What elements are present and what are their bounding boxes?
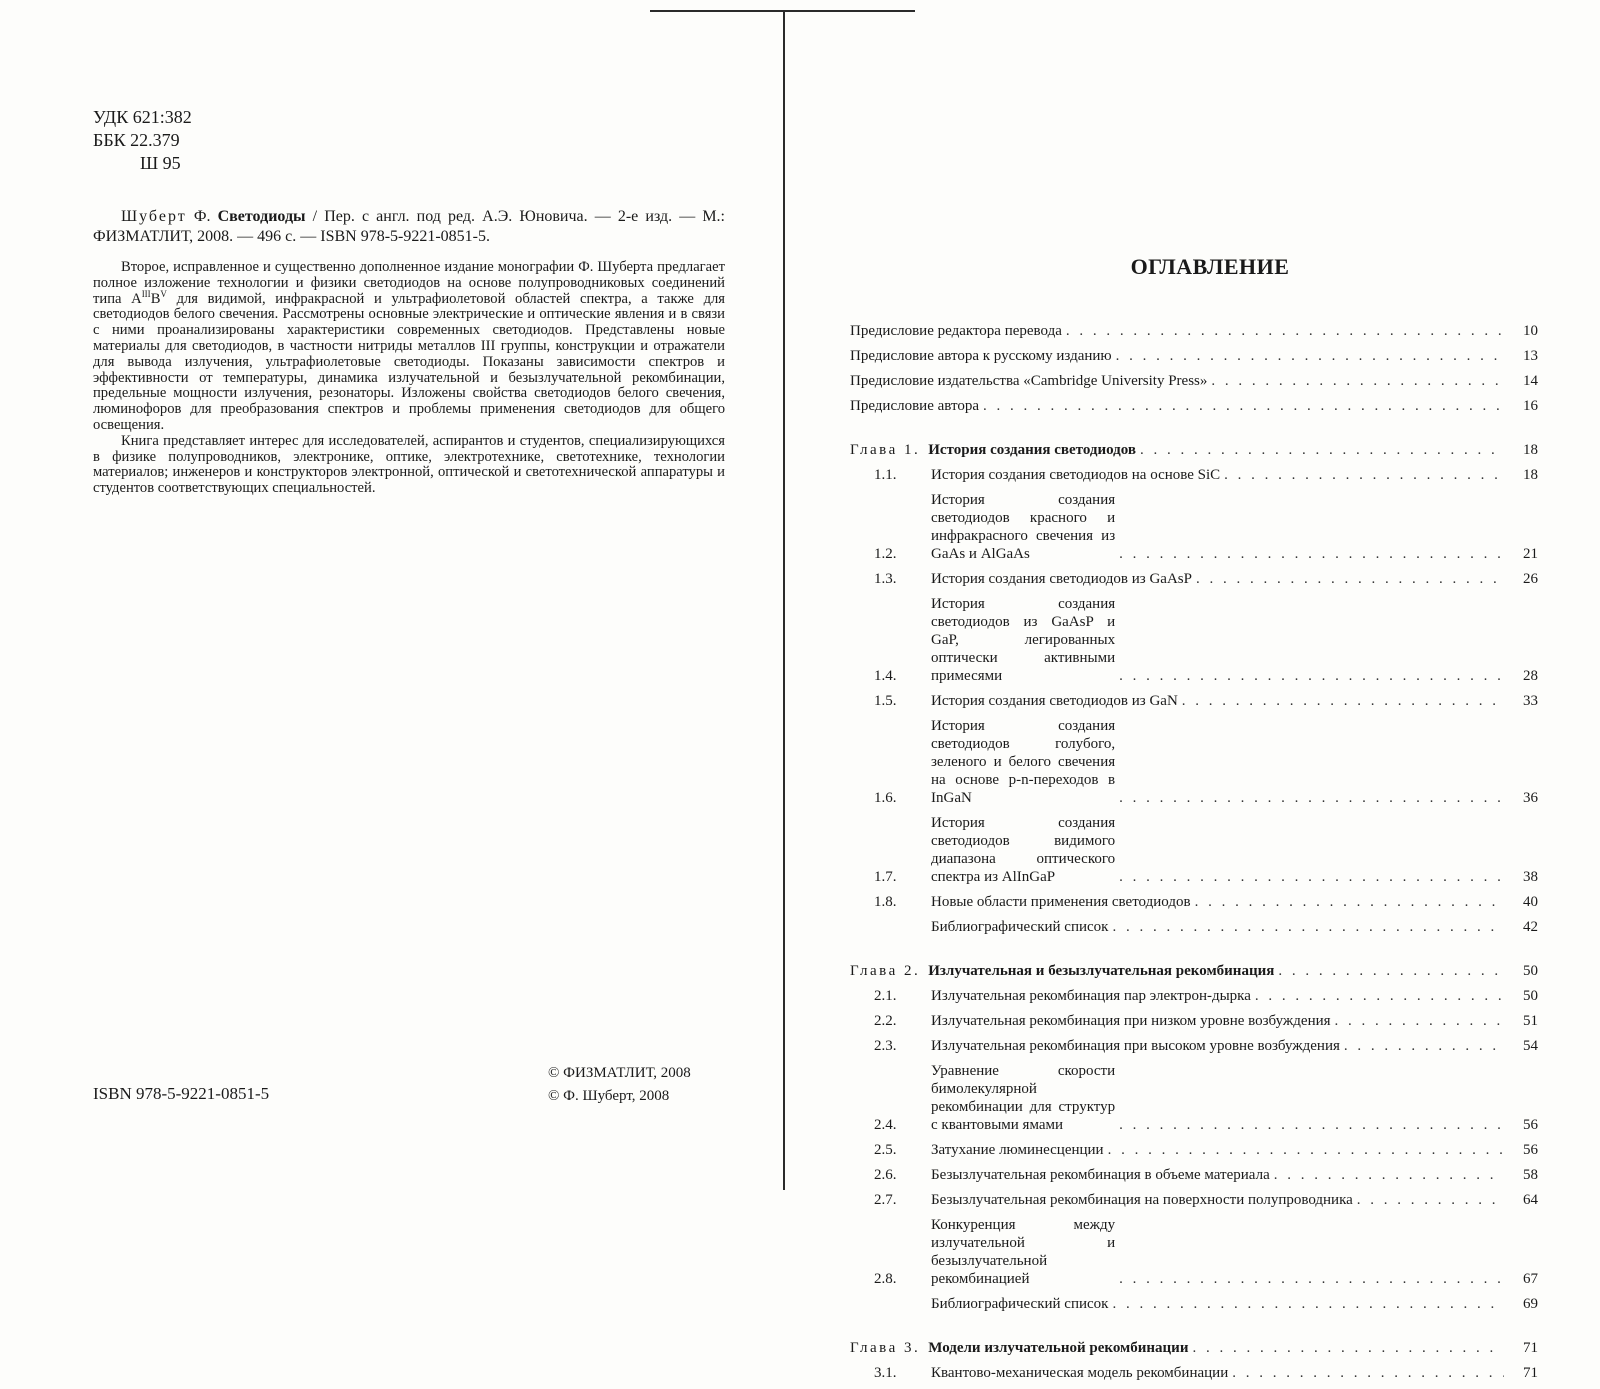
dot-leader (1224, 466, 1504, 484)
dot-leader (1196, 570, 1504, 588)
classification-codes (93, 106, 192, 175)
annotation-text-b: B (150, 290, 161, 307)
toc-entry-body (928, 962, 1508, 980)
toc-entry-title: История создания светодиодов из GaAsP (931, 571, 1192, 587)
toc-page-number: 13 (1523, 348, 1538, 364)
toc-entry-title: Затухание люминесценции (931, 1142, 1104, 1158)
dot-leader (1274, 1166, 1504, 1184)
toc-page-number: 64 (1523, 1192, 1538, 1208)
toc-entry-row[interactable] (850, 893, 1538, 911)
toc-entry-row[interactable] (850, 570, 1538, 588)
toc-entry-number: 2.4. (874, 1117, 897, 1133)
toc-entry-body (928, 441, 1508, 459)
toc-entry-body (931, 491, 1508, 563)
toc-entry-body (931, 692, 1508, 710)
toc-entry-title: История создания светодиодов из GaN (931, 693, 1178, 709)
toc-entry-number: 2.8. (874, 1271, 897, 1287)
toc-chapter-row[interactable] (850, 1339, 1538, 1357)
toc-entry-title: Библиографический список (931, 919, 1109, 935)
dot-leader (1195, 893, 1504, 911)
toc-entry-number: 3.1. (874, 1365, 897, 1381)
biblio-details: / Пер. с англ. под ред. А.Э. Юновича. — 2-е изд. — М.: ФИЗМАТЛИТ, 2008. — 496 с. — ISBN 978-5-9221-0851-5. (93, 208, 726, 245)
toc-entry-number: 1.6. (874, 790, 897, 806)
toc-entry-title: Излучательная рекомбинация пар электрон-дырка (931, 988, 1251, 1004)
toc-entry-body (931, 1166, 1508, 1184)
toc-page-number: 40 (1523, 894, 1538, 910)
toc-entry-number: Глава 1. (850, 442, 921, 458)
toc-entry-row[interactable] (850, 717, 1538, 807)
toc-entry-body (931, 814, 1508, 886)
toc-entry-title: Предисловие издательства «Cambridge University Press» (850, 373, 1208, 389)
toc-entry-row[interactable] (850, 814, 1538, 886)
dot-leader (1108, 1141, 1504, 1159)
toc-entry-title: Конкуренция между излучательной и безызлучательной рекомбинацией (931, 1217, 1116, 1287)
toc-entry-number: 1.4. (874, 668, 897, 684)
toc-entry-body (931, 1012, 1508, 1030)
toc-chapter-row[interactable] (850, 962, 1538, 980)
toc-entry-number: 2.6. (874, 1167, 897, 1183)
toc-entry-number: 2.7. (874, 1192, 897, 1208)
toc-entry-title: История создания светодиодов голубого, зеленого и белого свечения на основе p-n-переходов в InGaN (931, 718, 1116, 806)
toc-entry-number: 1.7. (874, 869, 897, 885)
superscript-iii: III (141, 288, 151, 299)
dot-leader (1066, 322, 1504, 340)
toc-entry-body (931, 918, 1508, 936)
toc-entry-number: 2.3. (874, 1038, 897, 1054)
copyright-author: © Ф. Шуберт, 2008 (548, 1088, 670, 1104)
toc-entry-body (850, 322, 1508, 340)
toc-entry-body (850, 372, 1508, 390)
toc-entry-title: История создания светодиодов из GaAsP и GaP, легированных оптически активными примесями (931, 596, 1116, 684)
isbn: ISBN 978-5-9221-0851-5 (93, 1084, 270, 1103)
toc-entry-body (931, 1364, 1508, 1382)
dot-leader (1278, 962, 1504, 980)
toc-entry-body (931, 595, 1508, 685)
toc-page-number: 16 (1523, 398, 1538, 414)
toc-entry-title: Безызлучательная рекомбинация на поверхности полупроводника (931, 1192, 1353, 1208)
toc-entry-body (931, 1191, 1508, 1209)
toc-entry-title: Излучательная и безызлучательная рекомбинация (928, 963, 1275, 979)
toc-entry-row[interactable] (850, 1062, 1538, 1134)
toc-entry-number: 2.2. (874, 1013, 897, 1029)
dot-leader (1119, 868, 1504, 886)
toc-page-number: 33 (1523, 693, 1538, 709)
toc-entry-body (931, 466, 1508, 484)
toc-page-number: 26 (1523, 571, 1538, 587)
chapter-gap (850, 422, 1538, 429)
toc-page-number: 67 (1523, 1271, 1538, 1287)
toc-page-number: 38 (1523, 869, 1538, 885)
toc-entry-row[interactable] (850, 1166, 1538, 1184)
toc-entry-title: Библиографический список (931, 1296, 1109, 1312)
toc-entry-row[interactable] (850, 692, 1538, 710)
toc-entry-row[interactable] (850, 372, 1538, 390)
author-mark: Ш 95 (140, 153, 181, 173)
toc-entry-title: Предисловие автора (850, 398, 979, 414)
toc-entry-number: Глава 3. (850, 1340, 921, 1356)
toc-entry-body (850, 347, 1508, 365)
toc-page-number: 56 (1523, 1142, 1538, 1158)
toc-entry-title: Новые области применения светодиодов (931, 894, 1191, 910)
toc-heading (790, 254, 1600, 280)
toc-entry-body (850, 397, 1508, 415)
dot-leader (1112, 1295, 1504, 1313)
annotation-text-a: Второе, исправленное и существенно дополненное издание монографии Ф. Шуберта предлагает полное изложение технологии и физики светодиодов на основе полупроводниковых соединений типа A (93, 259, 725, 307)
toc-page-number: 42 (1523, 919, 1538, 935)
dot-leader (1119, 1116, 1504, 1134)
toc-entry-body (931, 987, 1508, 1005)
chapter-gap (850, 943, 1538, 950)
toc-page-number: 51 (1523, 1013, 1538, 1029)
toc-entry-row[interactable] (850, 918, 1538, 936)
toc-entry-row[interactable] (850, 1141, 1538, 1159)
toc-page-number: 14 (1523, 373, 1538, 389)
toc-entry-row[interactable] (850, 1364, 1538, 1382)
toc-page-number: 18 (1523, 467, 1538, 483)
toc-page-number: 71 (1523, 1365, 1538, 1381)
toc-entry-body (931, 1216, 1508, 1288)
dot-leader (1119, 667, 1504, 685)
dot-leader (1119, 789, 1504, 807)
toc-entry-row[interactable] (850, 987, 1538, 1005)
copyright-publisher: © ФИЗМАТЛИТ, 2008 (548, 1065, 691, 1081)
dot-leader (1357, 1191, 1504, 1209)
toc-entry-body (931, 717, 1508, 807)
toc-entry-row[interactable] (850, 1216, 1538, 1288)
toc-entry-number: 1.8. (874, 894, 897, 910)
toc-entry-title: Излучательная рекомбинация при высоком уровне возбуждения (931, 1038, 1340, 1054)
toc-page-number: 58 (1523, 1167, 1538, 1183)
toc-entry-number: Глава 2. (850, 963, 921, 979)
toc-heading-text: ОГЛАВЛЕНИЕ (1130, 254, 1290, 279)
udk-code: УДК 621:382 (93, 107, 192, 127)
toc-entry-row[interactable] (850, 1012, 1538, 1030)
toc-page-number: 69 (1523, 1296, 1538, 1312)
toc-entry-body (928, 1339, 1508, 1357)
toc-entry-title: Предисловие редактора перевода (850, 323, 1062, 339)
toc-page-number: 54 (1523, 1038, 1538, 1054)
toc-entry-title: Квантово-механическая модель рекомбинации (931, 1365, 1229, 1381)
toc-page-number: 56 (1523, 1117, 1538, 1133)
toc-entry-title: История создания светодиодов (928, 442, 1137, 458)
toc-entry-row[interactable] (850, 466, 1538, 484)
bbk-code: ББК 22.379 (93, 130, 180, 150)
dot-leader (1182, 692, 1504, 710)
toc-entry-number: 1.3. (874, 571, 897, 587)
toc-entry-row[interactable] (850, 1191, 1538, 1209)
dot-leader (1344, 1037, 1504, 1055)
toc-entry-number: 2.1. (874, 988, 897, 1004)
toc-entry-title: Уравнение скорости бимолекулярной рекомбинации для структур с квантовыми ямами (931, 1063, 1116, 1133)
toc-entry-title: История создания светодиодов красного и инфракрасного свечения из GaAs и AlGaAs (931, 492, 1116, 562)
dot-leader (1112, 918, 1504, 936)
toc-entry-title: История создания светодиодов видимого диапазона оптического спектра из AlInGaP (931, 815, 1116, 885)
toc-page-number: 71 (1523, 1340, 1538, 1356)
toc-page-number: 21 (1523, 546, 1538, 562)
dot-leader (1119, 1270, 1504, 1288)
toc-entry-body (931, 1062, 1508, 1134)
toc-entry-number: 1.2. (874, 546, 897, 562)
biblio-initial: Ф. (193, 208, 211, 225)
toc-entry-title: Излучательная рекомбинация при низком уровне возбуждения (931, 1013, 1331, 1029)
left-page (0, 0, 790, 1201)
dot-leader (1211, 372, 1504, 390)
toc-page-number: 50 (1523, 988, 1538, 1004)
toc-entry-title: История создания светодиодов на основе SiC (931, 467, 1221, 483)
toc-entry-number: 1.5. (874, 693, 897, 709)
dot-leader (1255, 987, 1504, 1005)
right-page (790, 0, 1600, 1381)
biblio-author: Шуберт (121, 208, 187, 225)
toc-page-number: 10 (1523, 323, 1538, 339)
annotation (93, 260, 725, 497)
toc-page-number: 50 (1523, 963, 1538, 979)
dot-leader (1335, 1012, 1504, 1030)
superscript-v: V (160, 288, 167, 299)
toc-entry-row[interactable] (850, 595, 1538, 685)
toc-entry-number: 2.5. (874, 1142, 897, 1158)
dot-leader (1232, 1364, 1504, 1382)
toc-entry-title: Предисловие автора к русскому изданию (850, 348, 1112, 364)
toc-page-number: 28 (1523, 668, 1538, 684)
toc-entry-body (931, 1295, 1508, 1313)
toc-entry-title: Безызлучательная рекомбинация в объеме материала (931, 1167, 1270, 1183)
toc-entry-row[interactable] (850, 322, 1538, 340)
dot-leader (1140, 441, 1504, 459)
toc-entry-body (931, 1141, 1508, 1159)
dot-leader (983, 397, 1504, 415)
table-of-contents (850, 322, 1538, 1389)
biblio-title: Светодиоды (217, 208, 306, 225)
dot-leader (1192, 1339, 1504, 1357)
toc-page-number: 36 (1523, 790, 1538, 806)
dot-leader (1119, 545, 1504, 563)
toc-entry-row[interactable] (850, 347, 1538, 365)
toc-entry-body (931, 1037, 1508, 1055)
copyright-block (548, 1062, 691, 1108)
toc-page-number: 18 (1523, 442, 1538, 458)
dot-leader (1116, 347, 1504, 365)
toc-entry-body (931, 570, 1508, 588)
toc-entry-row[interactable] (850, 1037, 1538, 1055)
toc-entry-title: Модели излучательной рекомбинации (928, 1340, 1189, 1356)
toc-entry-row[interactable] (850, 1295, 1538, 1313)
annotation-paragraph-2: Книга представляет интерес для исследователей, аспирантов и студентов, специализирующихся в физике полупроводников, электронике, оптике, электротехнике, светотехнике, технологии материалов; инженеров и конструкторов электронной, оптической и светотехнической аппаратуры и студентов соответствующих специальностей. (93, 432, 725, 497)
toc-entry-number: 1.1. (874, 467, 897, 483)
annotation-paragraph-1 (93, 260, 725, 434)
toc-entry-row[interactable] (850, 491, 1538, 563)
annotation-text-c: для видимой, инфракрасной и ультрафиолетовой областей спектра, а также для светодиодов белого свечения. Рассмотрены основные электрические и оптические явления и в связи с ними проанализированы характеристики современных светодиодов. Представлены новые материалы для светодиодов, в частности нитриды металлов III группы, конструкции и отражатели для вывода излучения, ультрафиолетовые светодиоды. Показаны зависимости спектров и эффективности от температуры, динамика излучательной и безызлучательной рекомбинации, предельные мощности излучения, резонаторы. Изложены свойства светодиодов белого свечения, люминофоров для преобразования спектров и проблемы применения светодиодов для общего освещения. (93, 290, 725, 433)
bibliographic-record (93, 207, 725, 247)
toc-entry-body (931, 893, 1508, 911)
chapter-gap (850, 1320, 1538, 1327)
toc-chapter-row[interactable] (850, 441, 1538, 459)
toc-entry-row[interactable] (850, 397, 1538, 415)
